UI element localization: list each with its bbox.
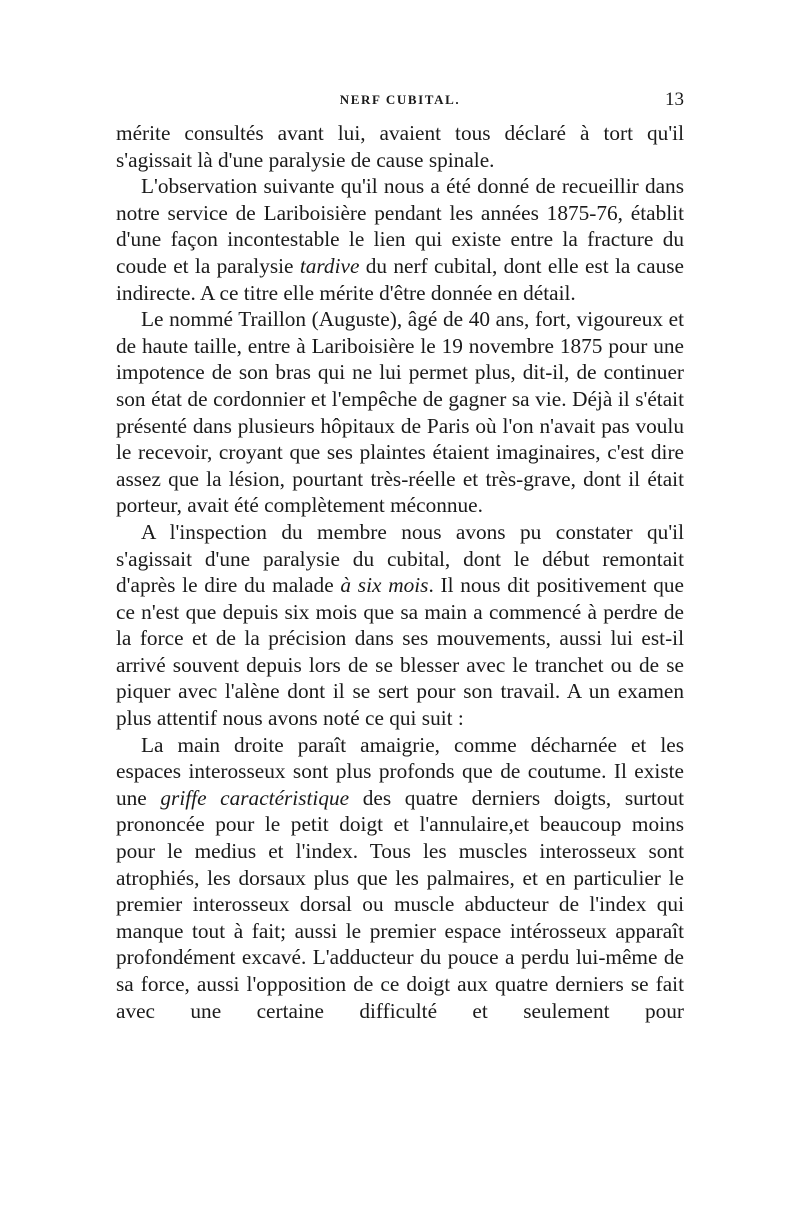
italic-term: tardive (299, 253, 360, 278)
page-header (116, 89, 684, 120)
paragraph-text-part: du nerf cubital, dont elle est la cause indirecte. A ce titre elle mérite d'être donnée en détail. (116, 253, 684, 305)
paragraph-text-part: L'observation suivante qu'il nous a été donné de recueillir dans notre service de Lariboisière pendant les années 1875-76, établit d'une façon incontestable le lien qui existe entre la fracture du coude et la paralysie (116, 174, 684, 278)
paragraph-text-part: A l'inspection du membre nous avons pu constater qu'il s'agissait d'une paralysie du cubital, dont le début remontait d'après le dire du malade (116, 519, 684, 598)
italic-term: à six mois (340, 573, 429, 598)
paragraph-text-part: . Il nous dit positivement que ce n'est que depuis six mois que sa main a commencé à perdre de la force et de la précision dans ses mouvements, aussi lui est-il arrivé souvent depuis lors de se blesser avec le tranchet ou de se piquer avec l'alène dont il se sert pour son travail. A un examen plus attentif nous avons noté ce qui suit : (116, 573, 684, 731)
paragraph-text-part: des quatre derniers doigts, surtout prononcée pour le petit doigt et l'annulaire,et beaucoup moins pour le medius et l'index. Tous les muscles interosseux sont atrophiés, les dorsaux plus que les palmaires, et en particulier le premier interosseux dorsal ou muscle abducteur de l'index qui manque tout à fait; aussi le premier espace intérosseux apparaît profondément excavé. L'adducteur du pouce a perdu lui-même de sa force, aussi l'opposition de ce doigt aux quatre derniers se fait avec une certaine difficulté et seulement pour (116, 785, 685, 1023)
paragraph-hand-description (116, 732, 684, 1025)
paragraph-text: Le nommé Traillon (Auguste), âgé de 40 ans, fort, vigoureux et de haute taille, entre à Lariboisière le 19 novembre 1875 pour une impotence de son bras qui ne lui permet plus, dit-il, de continuer son état de cordonnier et l'empêche de gagner sa vie. Déjà il s'était présenté dans plusieurs hôpitaux de Paris où l'on n'avait pas voulu le recevoir, croyant que ses plaintes étaient imaginaires, c'est dire assez que la lésion, pourtant très-réelle et très-grave, dont il était porteur, avait été complètement méconnue. (116, 307, 684, 518)
book-page (116, 89, 685, 1024)
paragraph-inspection (116, 519, 684, 732)
page-number: 13 (665, 89, 684, 110)
paragraph-patient (116, 306, 684, 519)
paragraph-text-part: La main droite paraît amaigrie, comme décharnée et les espaces interosseux sont plus profonds que de coutume. Il existe une (116, 732, 684, 810)
paragraph-continued (116, 120, 684, 173)
paragraph-text: mérite consultés avant lui, avaient tous déclaré à tort qu'il s'agissait là d'une paralysie de cause spinale. (116, 121, 684, 172)
running-head: NERF CUBITAL. (339, 92, 461, 107)
body-text (116, 120, 684, 1024)
italic-term: griffe caractéristique (160, 785, 350, 810)
paragraph-observation-intro (116, 173, 684, 306)
